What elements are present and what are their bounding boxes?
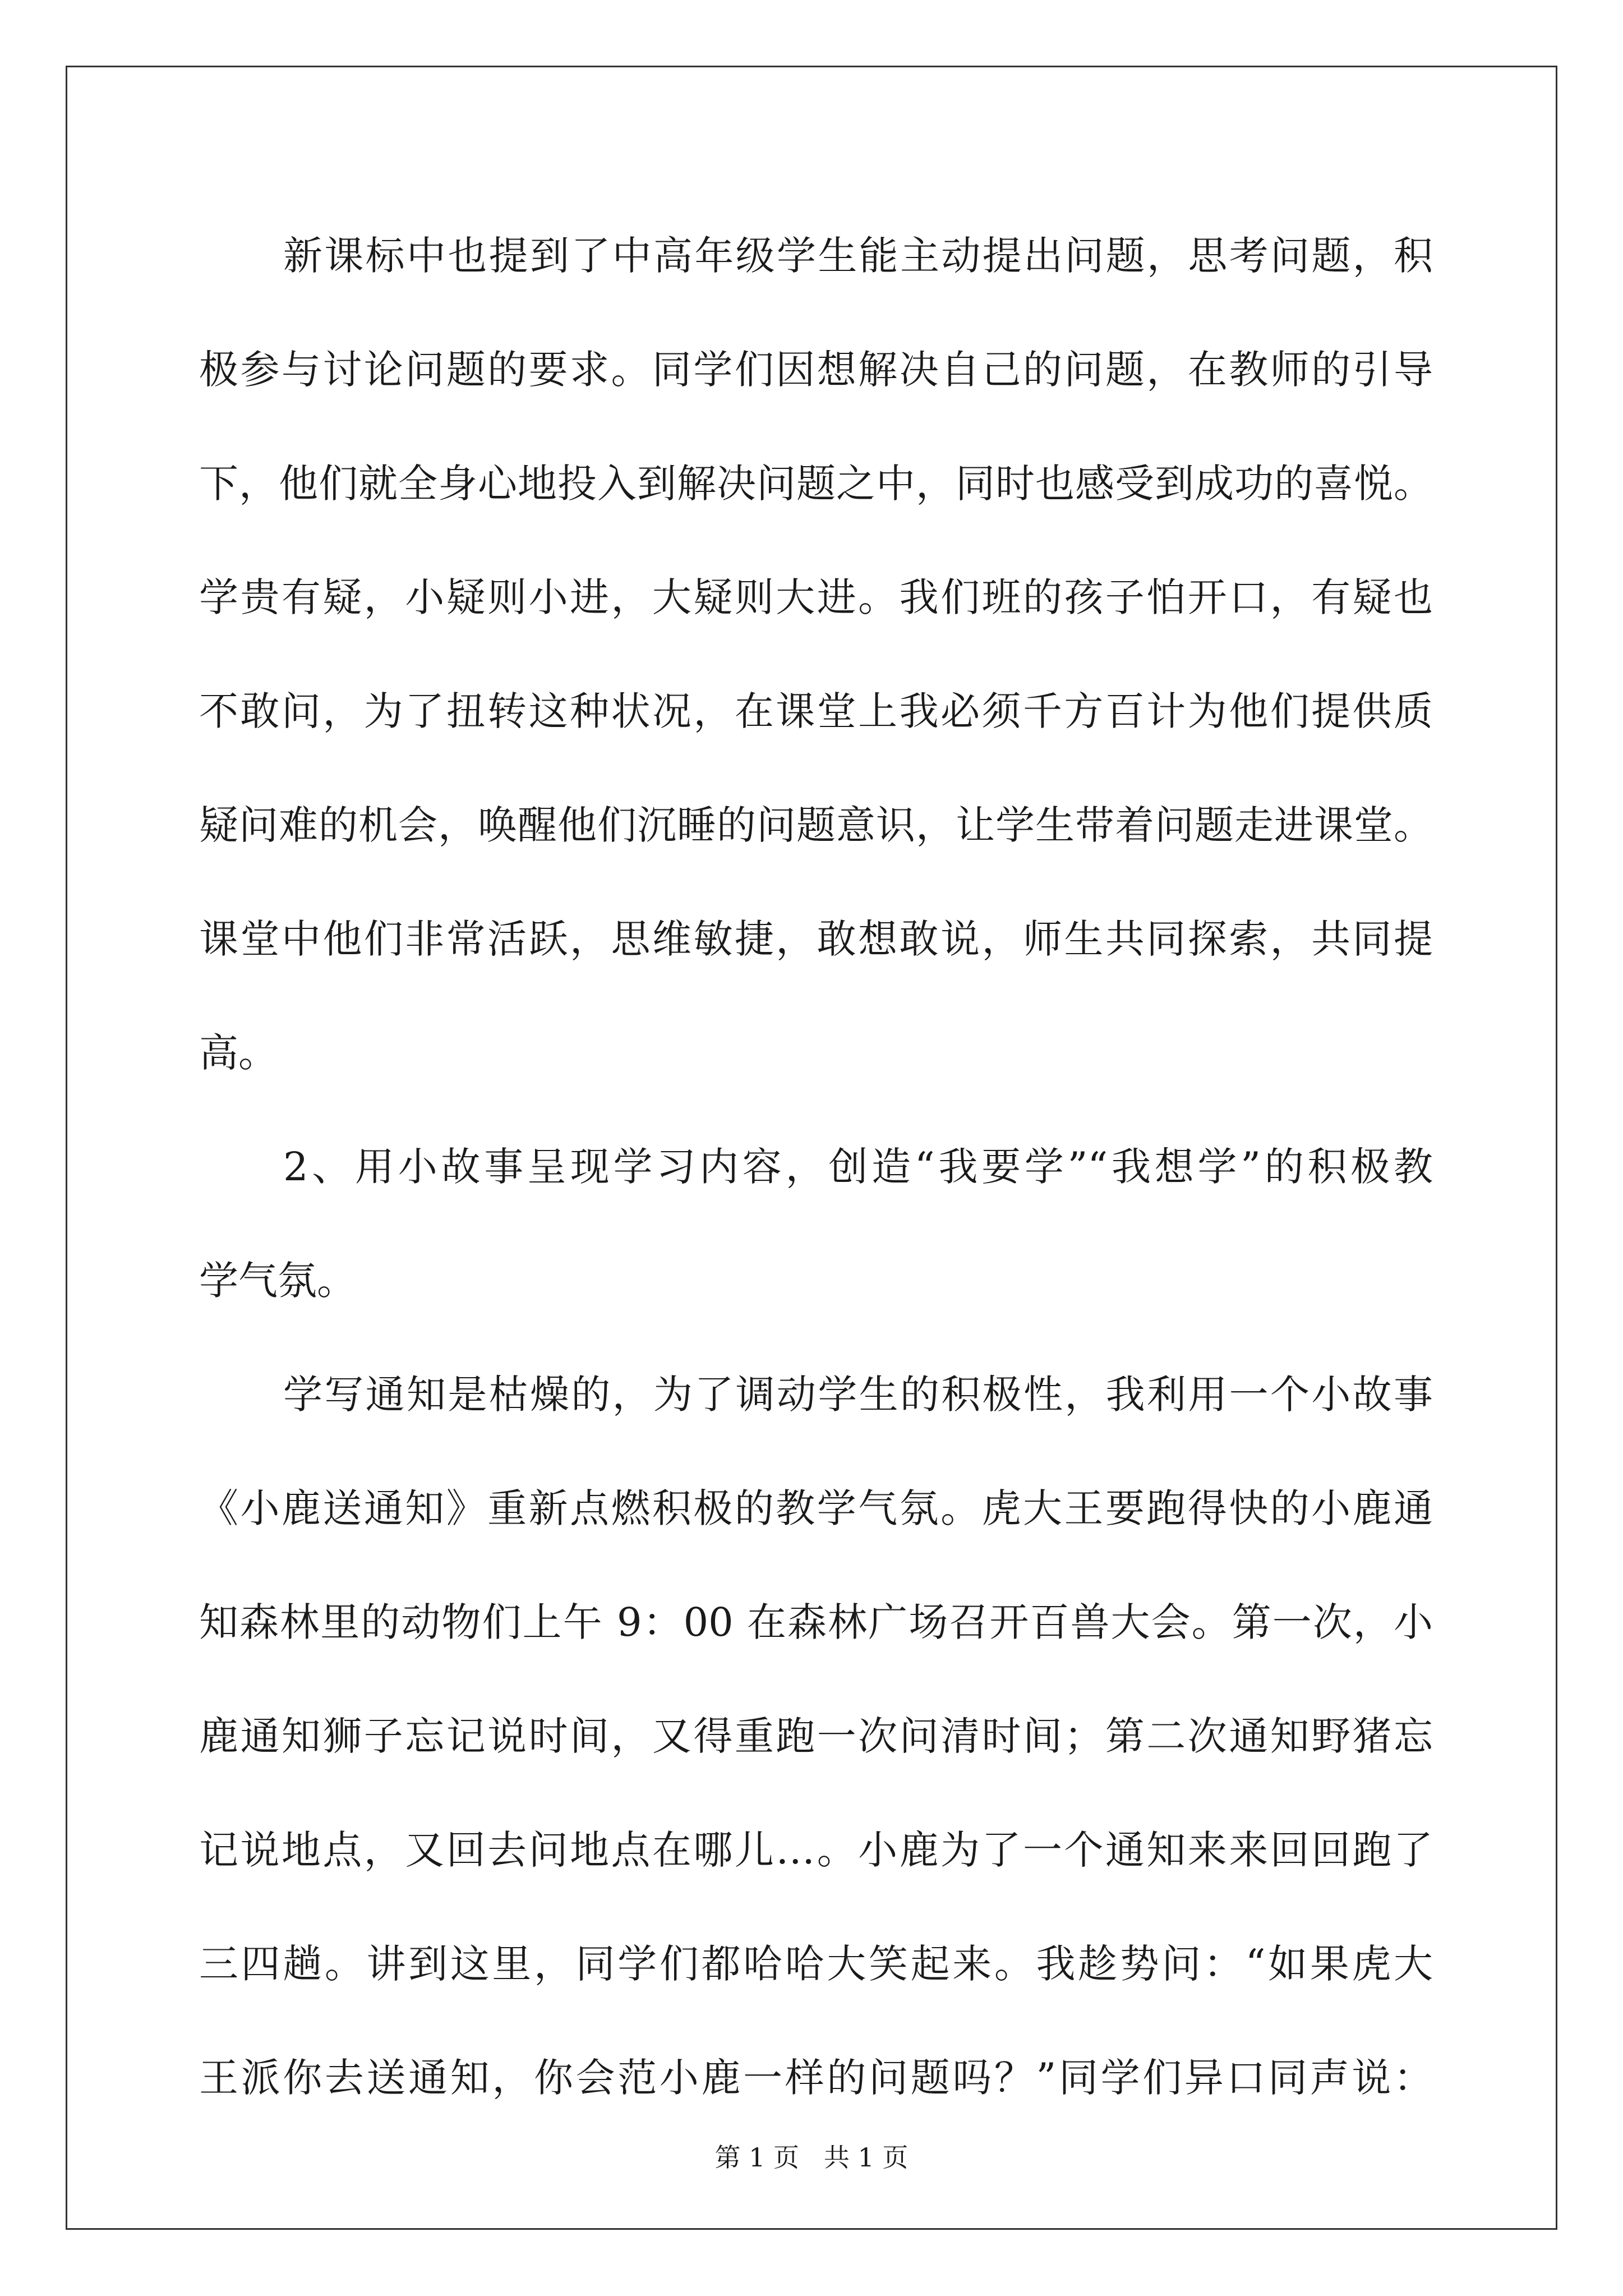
text-line: 学贵有疑，小疑则小进，大疑则大进。我们班的孩子怕开口，有疑也 [199, 574, 1433, 620]
text-line: 学气氛。 [199, 1258, 356, 1304]
text-line: 下，他们就全身心地投入到解决问题之中，同时也感受到成功的喜悦。 [199, 461, 1433, 507]
text-line: 课堂中他们非常活跃，思维敏捷，敢想敢说，师生共同探索，共同提 [199, 916, 1433, 962]
text-line: 极参与讨论问题的要求。同学们因想解决自己的问题，在教师的引导 [199, 347, 1433, 393]
text-line: 鹿通知狮子忘记说时间，又得重跑一次问清时间；第二次通知野猪忘 [199, 1713, 1433, 1759]
page-number-footer: 第 1 页 共 1 页 [714, 2142, 909, 2173]
text-line: 王派你去送通知，你会范小鹿一样的问题吗？”同学们异口同声说： [199, 2055, 1433, 2101]
text-line: 三四趟。讲到这里，同学们都哈哈大笑起来。我趁势问：“如果虎大 [199, 1941, 1433, 1987]
text-line: 不敢问，为了扭转这种状况，在课堂上我必须千方百计为他们提供质 [199, 688, 1433, 734]
text-line: 知森林里的动物们上午 9：00 在森林广场召开百兽大会。第一次，小 [199, 1599, 1433, 1645]
text-line: 记说地点，又回去问地点在哪儿…。小鹿为了一个通知来来回回跑了 [199, 1827, 1433, 1873]
document-body [199, 199, 1433, 2135]
text-line: 2、用小故事呈现学习内容，创造“我要学”“我想学”的积极教 [283, 1144, 1433, 1190]
text-line: 疑问难的机会，唤醒他们沉睡的问题意识，让学生带着问题走进课堂。 [199, 802, 1433, 848]
text-line: 学写通知是枯燥的，为了调动学生的积极性，我利用一个小故事 [283, 1372, 1433, 1418]
text-line: 《小鹿送通知》重新点燃积极的教学气氛。虎大王要跑得快的小鹿通 [199, 1485, 1433, 1531]
text-line: 高。 [199, 1030, 278, 1076]
text-line: 新课标中也提到了中高年级学生能主动提出问题，思考问题，积 [283, 233, 1433, 279]
